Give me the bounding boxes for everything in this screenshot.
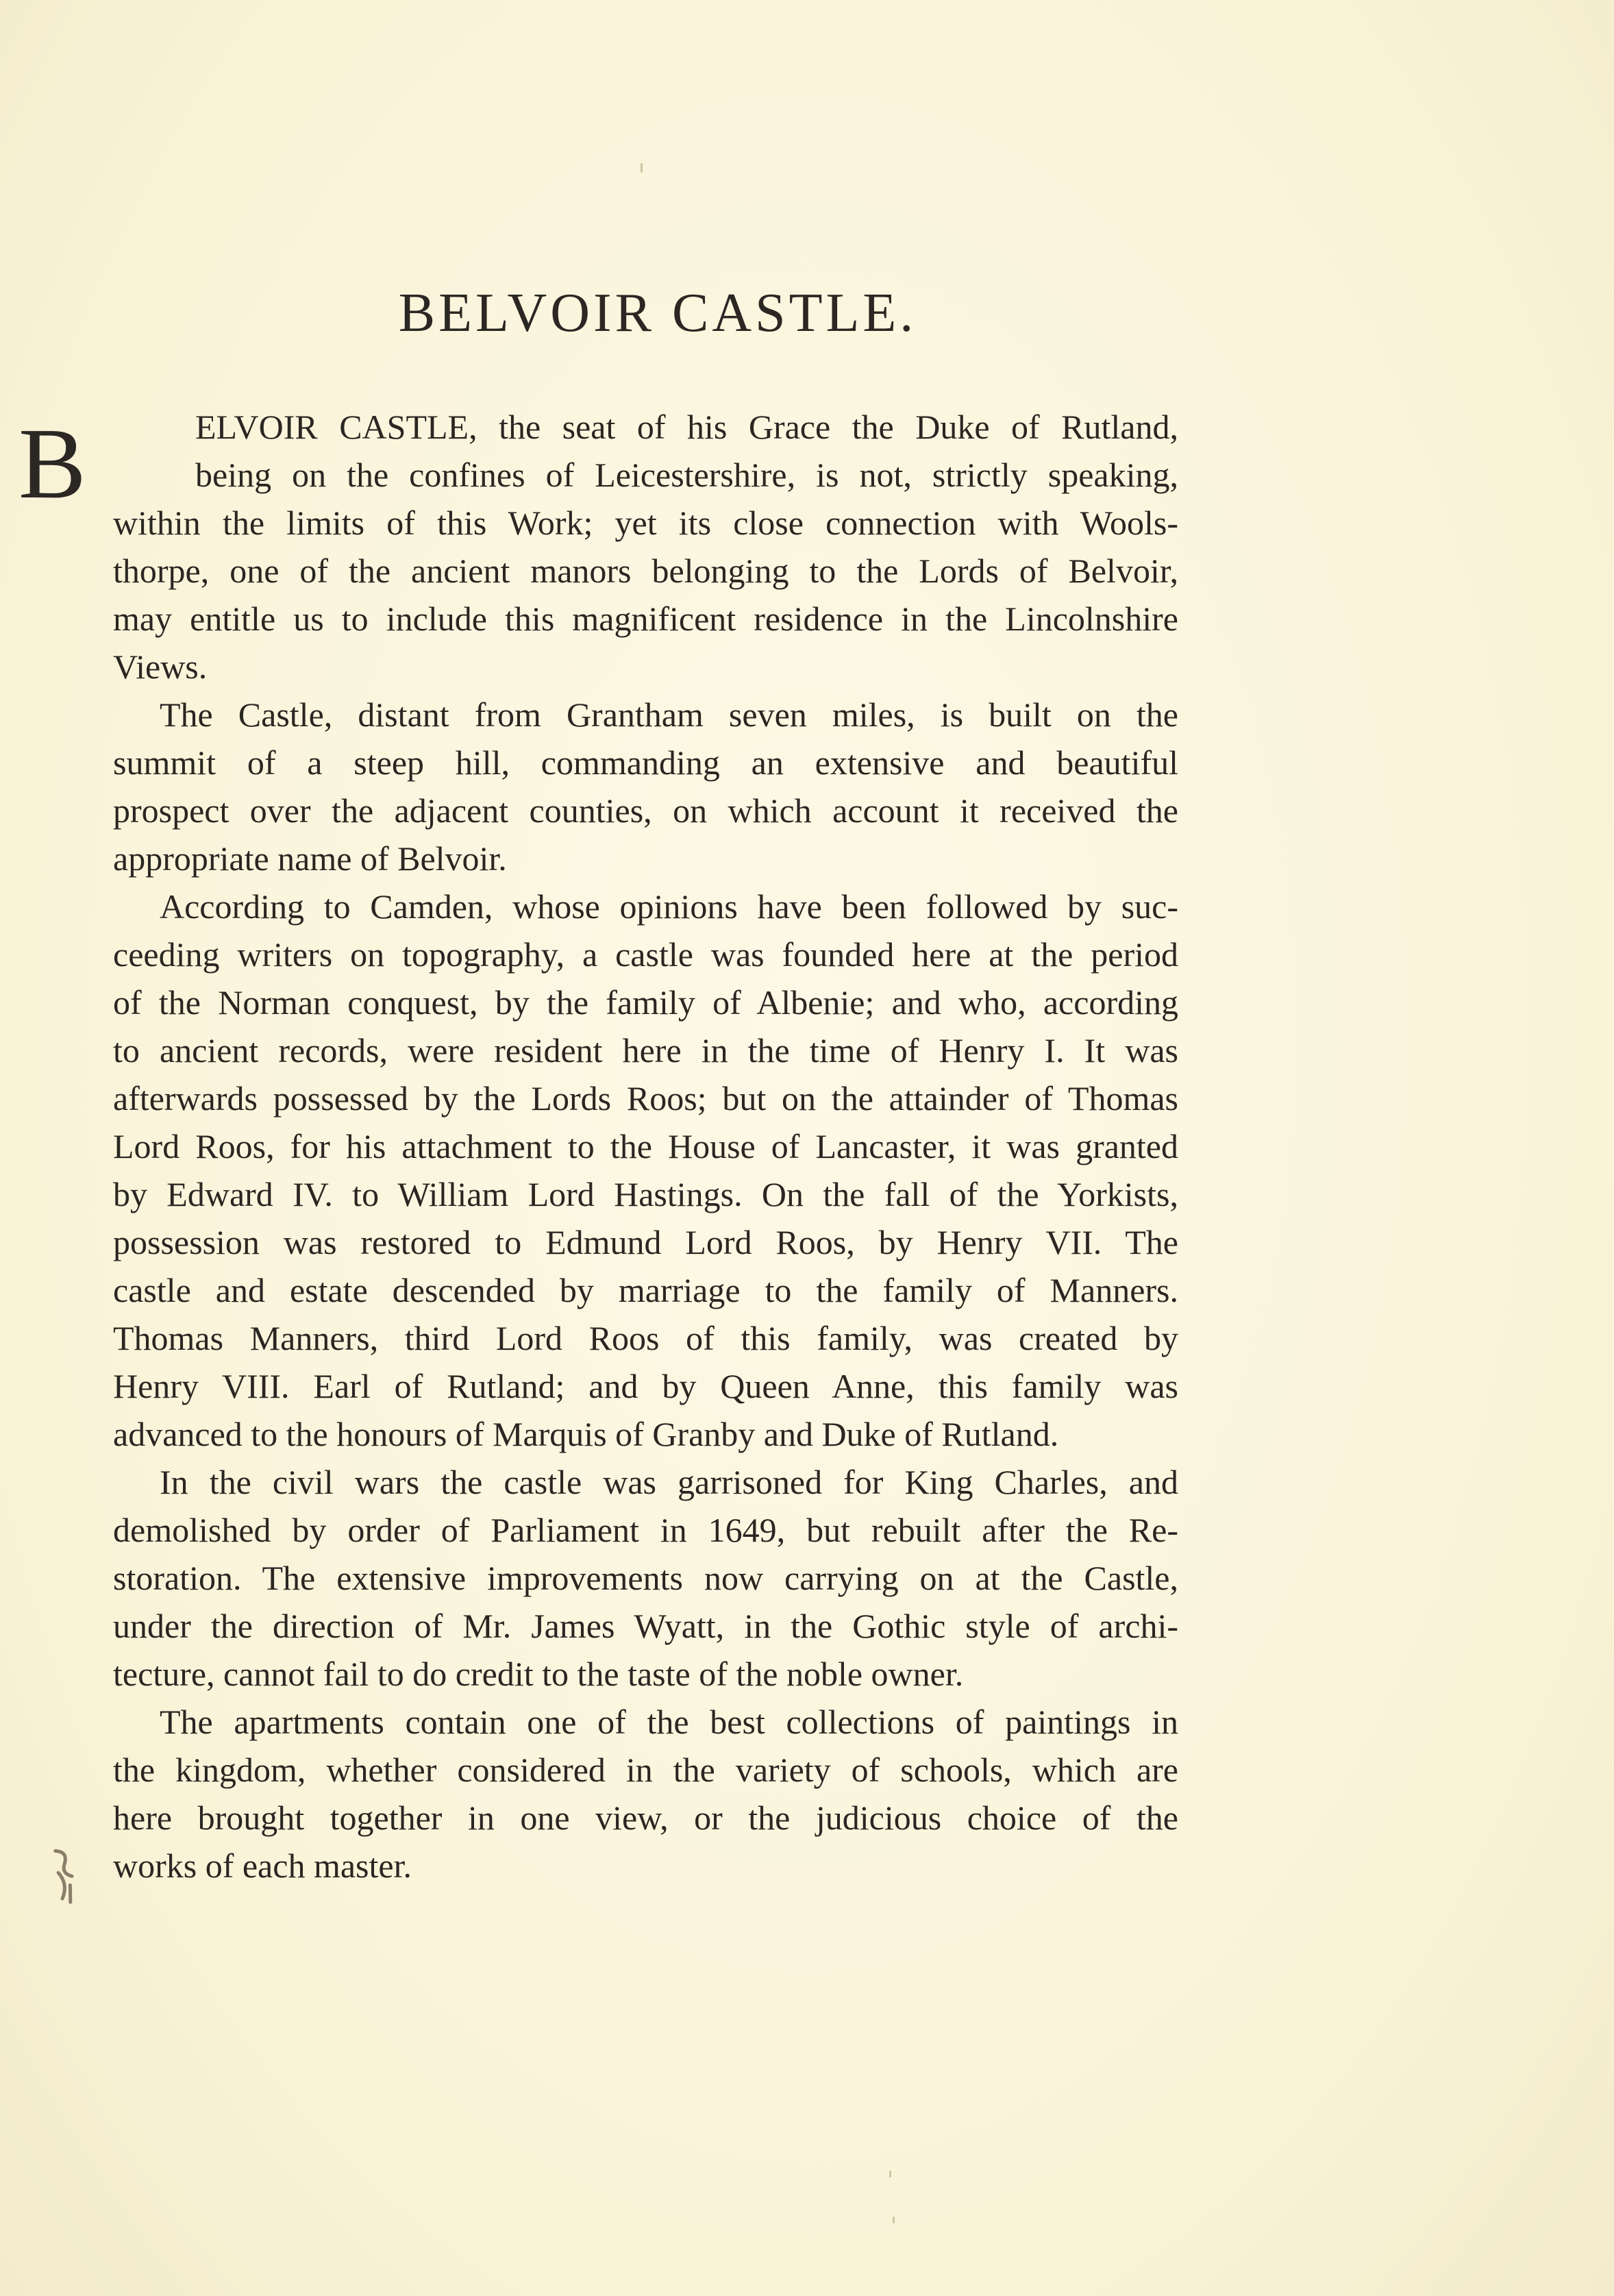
text-line: In the civil wars the castle was garrisoned for King Charles, and <box>160 1463 1178 1501</box>
drop-cap: B <box>18 408 86 520</box>
text-line: works of each master. <box>113 1847 412 1885</box>
text-line: The Castle, distant from Grantham seven miles, is built on the <box>160 695 1178 734</box>
margin-mark-icon <box>39 1839 95 1909</box>
text-line: Henry VIII. Earl of Rutland; and by Queen Anne, this family was <box>113 1367 1178 1405</box>
text-line: summit of a steep hill, commanding an extensive and beautiful <box>113 743 1178 782</box>
text-line: advanced to the honours of Marquis of Granby and Duke of Rutland. <box>113 1415 1059 1453</box>
paper-speck <box>889 2171 891 2177</box>
body-text <box>113 403 1178 1890</box>
paragraph-5 <box>113 1698 1178 1890</box>
text-line: storation. The extensive improvements now carrying on at the Castle, <box>113 1559 1178 1597</box>
text-line: of the Norman conquest, by the family of Albenie; and who, according <box>113 983 1178 1022</box>
text-line: here brought together in one view, or the judicious choice of the <box>113 1799 1178 1837</box>
text-line: ceeding writers on topography, a castle was founded here at the period <box>113 935 1178 974</box>
paragraph-2 <box>113 691 1178 882</box>
page-title: BELVOIR CASTLE. <box>398 283 917 343</box>
paragraph-3 <box>113 882 1178 1458</box>
text-line: appropriate name of Belvoir. <box>113 839 507 878</box>
paper-speck <box>893 2217 895 2223</box>
text-line: castle and estate descended by marriage to the family of Manners. <box>113 1271 1178 1309</box>
text-line: According to Camden, whose opinions have been followed by suc- <box>160 887 1178 926</box>
text-line: Thomas Manners, third Lord Roos of this family, was created by <box>113 1319 1178 1357</box>
text-line: to ancient records, were resident here in the time of Henry I. It was <box>113 1031 1178 1070</box>
text-line: possession was restored to Edmund Lord Roos, by Henry VII. The <box>113 1223 1178 1261</box>
text-line: ELVOIR CASTLE, the seat of his Grace the Duke of Rutland, <box>195 408 1178 446</box>
paragraph-4 <box>113 1458 1178 1698</box>
text-line: afterwards possessed by the Lords Roos; but on the attainder of Thomas <box>113 1079 1178 1118</box>
text-line: within the limits of this Work; yet its close connection with Wools- <box>113 504 1178 542</box>
text-line: the kingdom, whether considered in the variety of schools, which are <box>113 1751 1178 1789</box>
text-line: thorpe, one of the ancient manors belonging to the Lords of Belvoir, <box>113 552 1178 590</box>
text-line: being on the confines of Leicestershire, is not, strictly speaking, <box>195 456 1178 494</box>
text-line: may entitle us to include this magnificent residence in the Lincolnshire <box>113 600 1178 638</box>
paragraph-1 <box>113 403 1178 691</box>
text-line: Views. <box>113 647 208 686</box>
text-line: The apartments contain one of the best collections of paintings in <box>160 1703 1178 1741</box>
text-line: by Edward IV. to William Lord Hastings. On the fall of the Yorkists, <box>113 1175 1178 1213</box>
text-line: Lord Roos, for his attachment to the House of Lancaster, it was granted <box>113 1127 1178 1165</box>
text-line: prospect over the adjacent counties, on which account it received the <box>113 791 1178 830</box>
text-line: under the direction of Mr. James Wyatt, in the Gothic style of archi- <box>113 1607 1178 1645</box>
text-line: demolished by order of Parliament in 1649, but rebuilt after the Re- <box>113 1511 1178 1549</box>
paper-speck <box>641 163 643 173</box>
text-line: tecture, cannot fail to do credit to the taste of the noble owner. <box>113 1655 964 1693</box>
